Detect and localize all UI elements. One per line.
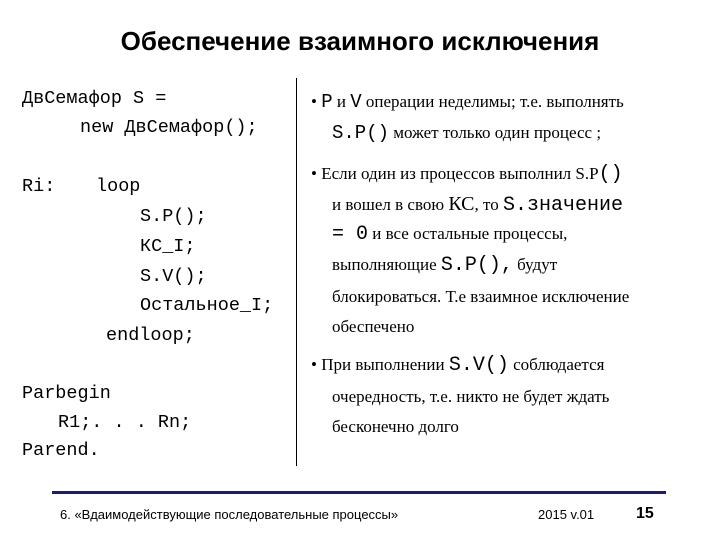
code-line-declaration: ДвСемафор S = (22, 88, 167, 109)
code-parbegin: Parbegin (22, 383, 111, 404)
code-parend: Parend. (22, 440, 100, 461)
bullet-2-line-3: = 0 и все остальные процессы, (332, 223, 568, 246)
bullet-2-line-6: обеспечено (332, 317, 415, 336)
code-ks: КС_I; (140, 236, 196, 257)
slide-title: Обеспечение взаимного исключения (120, 26, 600, 56)
footer-title: 6. «Вдаимодействующие последовательные процессы» (60, 507, 399, 522)
bullet-3-line-1: • При выполнении S.V() соблюдается (311, 354, 605, 377)
code-sp: S.P(); (140, 206, 207, 227)
bullet-dot: • (311, 92, 317, 111)
page-number: 15 (636, 505, 654, 522)
bullet-2-line-4: выполняющие S.P(), будут (332, 254, 558, 277)
code-processes: R1;. . . Rn; (58, 412, 192, 433)
bullet-dot: • (311, 355, 317, 374)
bullet-1-line-2: S.P() может только один процесс ; (332, 122, 602, 144)
code-loop: loop (96, 176, 141, 197)
bullet-2-line-1: • Если один из процессов выполнил S.P() (311, 163, 623, 186)
bullet-dot: • (311, 164, 317, 183)
footer-rule (52, 491, 666, 494)
column-divider (296, 78, 297, 466)
bullet-1-line-1: • P и V операции неделимы; т.е. выполнять (311, 91, 624, 113)
bullet-3-line-3: бесконечно долго (332, 417, 459, 436)
code-endloop: endloop; (106, 325, 195, 346)
code-sv: S.V(); (140, 266, 207, 287)
code-ri-label: Ri: (22, 176, 56, 197)
bullet-2-line-2: и вошел в свою КС, то S.значение (332, 193, 623, 217)
semaphore-value: S.значение (502, 194, 623, 217)
op-p: P (321, 91, 333, 113)
bullet-3-line-2: очередность, т.е. никто не будет ждать (332, 387, 610, 406)
code-rest: Остальное_I; (140, 295, 274, 316)
op-v: V (350, 91, 362, 113)
code-line-new: new ДвСемафор(); (80, 117, 258, 138)
op-sp: S.P() (332, 122, 390, 144)
bullet-2-line-5: блокироваться. Т.е взаимное исключение (332, 287, 630, 306)
footer-version: 2015 v.01 (538, 507, 595, 522)
